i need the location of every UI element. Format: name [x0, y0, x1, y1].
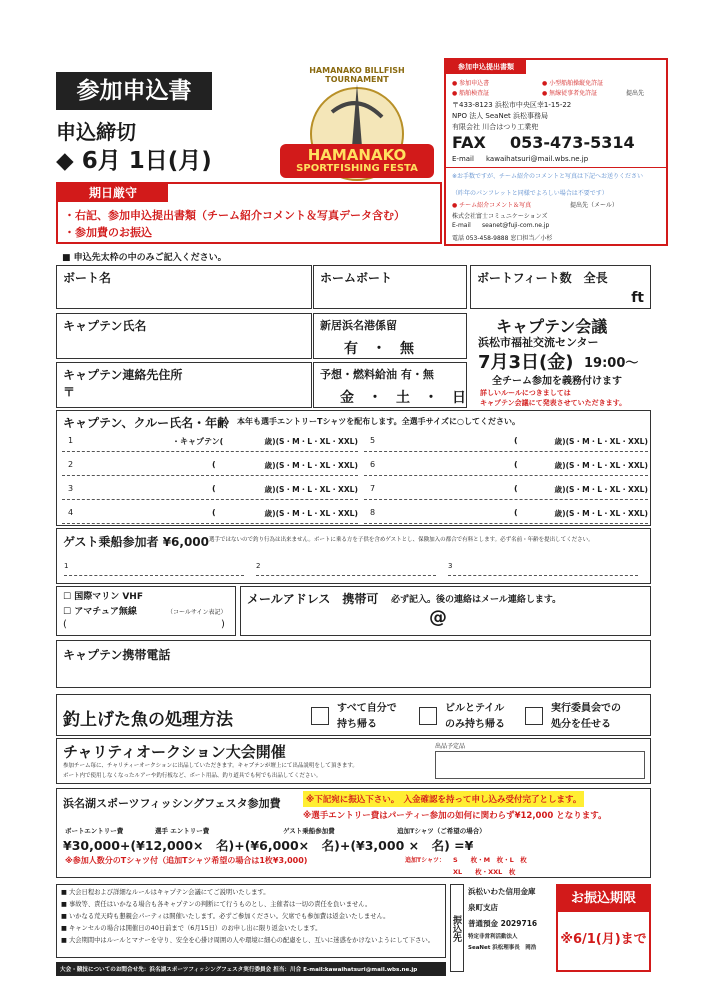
mooring-label: 新居浜名港係留 — [320, 319, 397, 332]
footer-notes — [56, 884, 446, 958]
charity-item-label: 出品予定品 — [435, 743, 466, 750]
bank-line-4: 特定非営利活動法人 — [468, 934, 518, 940]
guest-num-2: 2 — [256, 562, 261, 570]
charity-note-1: 参加チーム毎に、チャリティーオークションに出品していただきます。キャプテンが壇上にて出品説明をして頂きます。 — [63, 763, 358, 769]
radio-section — [56, 586, 236, 636]
company-email: seanet@fuji-com.ne.jp — [482, 222, 550, 229]
meeting-time: 19:00～ — [584, 356, 639, 371]
footer-note-3: ■ いかなる荒天時も懇親会パーティは開催いたします。必ずご参加ください。欠席でも参加費は返金いたしません。 — [61, 913, 390, 920]
crew-name-prefix: ・キャプテン( — [172, 437, 224, 446]
fee-formula: ¥30,000+(¥12,000× 名)+(¥6,000× 名)+(¥3,000 × 名) =¥ — [63, 838, 474, 853]
fish-section — [56, 694, 651, 736]
radio-amateur-note: （コールサイン表記） — [167, 609, 227, 616]
submit-item-4: ● 無線従事者免許証 — [542, 90, 598, 97]
meeting-title: キャプテン会議 — [496, 317, 608, 336]
boat-feet-label: ボートフィート数 全長 — [477, 271, 608, 285]
charity-section — [56, 738, 651, 784]
crew-name-prefix: ( — [514, 436, 518, 445]
crew-num: 6 — [370, 460, 376, 469]
strict-label: 期日厳守 — [58, 184, 168, 202]
email-field[interactable] — [240, 586, 651, 636]
submit-item-1: ● 参加申込書 — [452, 80, 490, 87]
guest-input-1[interactable] — [64, 575, 244, 576]
logo-arc-text: HAMANAKO BILLFISH TOURNAMENT — [309, 66, 405, 84]
email-address: kawaihatsuri@mail.wbs.ne.jp — [486, 155, 589, 163]
fuel-label: 予想・燃料給油 有・無 — [320, 368, 434, 381]
company-email-label: E-mail — [452, 222, 471, 229]
bank-line-2: 泉町支店 — [468, 903, 498, 912]
crew-row-6[interactable] — [364, 458, 648, 476]
submit-address: 〒433-8123 浜松市中央区幸1-15-22 — [452, 101, 572, 109]
crew-size-options[interactable]: 歳)(S・M・L・XL・XXL) — [554, 485, 648, 494]
form-title-box: 参加申込書 — [56, 72, 212, 110]
fee-red-1: ※下記宛に振込下さい。 入金確認を持って申し込み受付完了とします。 — [303, 791, 584, 807]
mooring-field[interactable] — [313, 313, 467, 359]
fuel-options: 金 ・ 土 ・ 日 — [340, 390, 466, 406]
crew-row-5[interactable] — [364, 434, 648, 452]
footer-note-4: ■ キャンセルの場合は開催日の40日前まで（6月15日）のお申し出に限り返金いたします。 — [61, 925, 322, 932]
crew-size-options[interactable]: 歳)(S・M・L・XL・XXL) — [264, 509, 358, 518]
crew-size-options[interactable]: 歳)(S・M・L・XL・XXL) — [554, 437, 648, 446]
fee-tshirt-2: XL 枚・XXL 枚 — [453, 868, 516, 876]
guest-num-1: 1 — [64, 562, 69, 570]
submit-item-2: ● 小型船舶操縦免許証 — [542, 80, 604, 87]
fee-head-1: ボートエントリー費 — [65, 827, 124, 835]
deadline-date: ◆ 6月 1日(月) — [56, 148, 212, 174]
event-logo — [272, 62, 442, 182]
boat-feet-field[interactable] — [470, 265, 651, 309]
payment-deadline-date: ※6/1(月)まで — [560, 932, 647, 947]
deadline-label: 申込締切 — [56, 120, 136, 144]
team-comment-dest: 提出先（メール） — [570, 202, 618, 209]
charity-title: チャリティオークション大会開催 — [63, 743, 286, 761]
at-symbol: @ — [429, 607, 447, 628]
meeting-note: 全チーム参加を義務付けます — [492, 376, 622, 387]
footer-contact: 大会・競技についてのお問合せ先：浜名湖スポーツフィッシングフェスタ実行委員会 担当：川合 E-mail:kawaihatsuri@mail.wbs.ne.jp — [56, 962, 446, 976]
crew-num: 8 — [370, 508, 376, 517]
team-comment-label: ● チーム紹介コメント＆写真 — [452, 202, 532, 209]
captain-meeting — [470, 314, 651, 410]
radio-paren-left: ( — [63, 619, 67, 630]
email-label: E-mail — [452, 155, 474, 163]
bank-line-1: 浜松いわた信用金庫 — [468, 887, 536, 896]
crew-num: 3 — [68, 484, 74, 493]
guest-input-2[interactable] — [256, 575, 436, 576]
footer-note-2: ■ 事故等、責任はいかなる場合も各キャプテンの判断にて行うものとし、主催者は一切の責任を負いません。 — [61, 901, 372, 908]
fee-head-2: 選手 エントリー費 — [155, 827, 210, 835]
strict-box — [56, 182, 442, 244]
crew-num: 1 — [68, 436, 74, 445]
boat-name-label: ボート名 — [63, 271, 112, 285]
fee-title: 浜名湖スポーツフィッシングフェスタ参加費 — [63, 797, 281, 810]
submit-docs-title: 参加申込提出書類 — [446, 60, 526, 74]
crew-row-3[interactable] — [62, 482, 358, 500]
crew-row-4[interactable] — [62, 506, 358, 524]
submit-org2: 有限会社 川合はつり工業兜 — [452, 123, 539, 131]
logo-name2: SPORTFISHING FESTA — [296, 163, 418, 174]
fish-opt3b: 処分を任せる — [551, 719, 611, 730]
fish-opt1a: すべて自分で — [337, 703, 397, 714]
meeting-date: 7月3日(金) — [478, 352, 574, 373]
ft-label: ft — [631, 290, 644, 306]
bank-info — [468, 884, 552, 954]
crew-row-1[interactable] — [62, 434, 358, 452]
crew-note: 本年も選手エントリーTシャツを配布します。全選手サイズに○してください。 — [237, 417, 520, 426]
crew-size-options[interactable]: 歳)(S・M・L・XL・XXL) — [264, 461, 358, 470]
meeting-place: 浜松市福祉交流センター — [478, 336, 599, 349]
fee-tshirt-label: 追加Tシャツ： — [405, 857, 445, 864]
payment-deadline-box — [556, 884, 651, 972]
fax-label: FAX — [452, 133, 486, 152]
team-note-1: ※お手数ですが、チーム紹介のコメントと写真は下記へお送りください — [452, 173, 644, 180]
fee-tshirt-1: S 枚・M 枚・L 枚 — [453, 856, 527, 864]
email-field-label: メールアドレス 携帯可 — [247, 592, 379, 606]
bank-line-3: 普通預金 2029716 — [468, 919, 538, 928]
captain-name-label: キャプテン氏名 — [63, 319, 147, 333]
footer-note-5: ■ 大会期間中はルールとマナーを守り、安全を心掛け周囲の人や環境に細心の配慮をし、互いに迷惑をかけないようにして下さい。 — [61, 937, 435, 944]
fee-head-4: 追加Tシャツ（ご希望の場合） — [397, 827, 486, 835]
submit-item-3: ● 船舶検査証 — [452, 90, 490, 97]
fish-checkbox-3[interactable] — [525, 707, 543, 725]
payment-deadline-title: お振込期限 — [558, 886, 649, 912]
captain-phone-label: キャプテン携帯電話 — [63, 648, 171, 662]
fee-red-2: ※選手エントリー費はパーティー参加の如何に関わらず¥12,000 となります。 — [303, 811, 607, 821]
submit-org1: NPO 法人 SeaNet 浜松事務局 — [452, 112, 548, 120]
captain-phone-field[interactable] — [56, 640, 651, 688]
crew-name-prefix: ( — [514, 484, 518, 493]
captain-address-label: キャプテン連絡先住所 — [63, 368, 183, 382]
fee-head-3: ゲスト乗船参加費 — [283, 827, 335, 835]
bank-label: 振込先 — [450, 884, 464, 972]
bank-line-5: SeaNet 浜松理事長 岡浩 — [468, 945, 537, 951]
footer-note-1: ■ 大会日程および詳細なルールはキャプテン会議にてご説明いたします。 — [61, 889, 270, 896]
crew-num: 2 — [68, 460, 74, 469]
guest-input-3[interactable] — [448, 575, 638, 576]
home-port-field[interactable] — [313, 265, 467, 309]
fee-section — [56, 788, 651, 878]
boat-name-field[interactable] — [56, 265, 312, 309]
crew-title: キャプテン、クルー氏名・年齢 — [63, 416, 230, 430]
fuel-field[interactable] — [313, 362, 467, 408]
crew-num: 7 — [370, 484, 376, 493]
crew-row-7[interactable] — [364, 482, 648, 500]
fish-opt2b: のみ持ち帰る — [445, 719, 505, 730]
crew-name-prefix: ( — [212, 460, 216, 469]
fax-number: 053-473-5314 — [510, 133, 635, 152]
crew-name-prefix: ( — [514, 460, 518, 469]
postal-mark: 〒 — [63, 385, 76, 399]
fish-checkbox-1[interactable] — [311, 707, 329, 725]
crew-name-prefix: ( — [212, 484, 216, 493]
team-note-2: （昨年のパンフレットと同様でよろしい場合は不要です） — [452, 190, 608, 197]
meeting-red-1: 詳しいルールにつきましては — [480, 389, 571, 397]
crew-row-8[interactable] — [364, 506, 648, 524]
email-field-note: 必ず記入。後の連絡はメール連絡します。 — [391, 595, 562, 605]
crew-size-options[interactable]: 歳)(S・M・L・XL・XXL) — [264, 437, 358, 446]
fish-opt2a: ビルとテイル — [445, 703, 505, 714]
submit-dest-label: 提出先 — [626, 90, 645, 97]
crew-row-2[interactable] — [62, 458, 358, 476]
crew-size-options[interactable]: 歳)(S・M・L・XL・XXL) — [554, 461, 648, 470]
crew-num: 5 — [370, 436, 376, 445]
crew-size-options[interactable]: 歳)(S・M・L・XL・XXL) — [554, 509, 648, 518]
fish-opt1b: 持ち帰る — [337, 719, 377, 730]
strict-item-2: ・参加費のお振込 — [64, 226, 152, 239]
guest-note: 選手ではないので釣り行為は出来ません。ボートに乗る方を子供を含めゲストとし、保険加入の都合で有料とします。必ず名前・年齢を提出してください。 — [209, 537, 594, 543]
submit-docs-box — [444, 58, 668, 246]
crew-num: 4 — [68, 508, 74, 517]
guest-title: ゲスト乗船参加者 ¥6,000 — [63, 535, 210, 549]
crew-name-prefix: ( — [514, 508, 518, 517]
strict-item-1: ・右記、参加申込提出書類（チーム紹介コメント＆写真データ含む） — [64, 209, 405, 222]
crew-size-options[interactable]: 歳)(S・M・L・XL・XXL) — [264, 485, 358, 494]
meeting-red-2: キャプテン会議にて発表させていただきます。 — [480, 399, 627, 407]
fill-note: ■ 申込先太枠の中のみご記入ください。 — [62, 253, 227, 263]
charity-item-input[interactable] — [435, 751, 645, 779]
radio-paren-right: ) — [221, 619, 225, 630]
radio-vhf[interactable]: ☐ 国際マリン VHF — [63, 592, 143, 602]
radio-amateur[interactable]: ☐ アマチュア無線 — [63, 607, 137, 617]
fish-checkbox-2[interactable] — [419, 707, 437, 725]
guest-num-3: 3 — [448, 562, 453, 570]
fish-opt3a: 実行委員会での — [551, 703, 621, 714]
mooring-options: 有 ・ 無 — [344, 341, 414, 357]
charity-note-2: ボート内で使用しなくなったルアーや釣行板など、ボート用品、釣り道具でも何でも出品してください。 — [63, 773, 322, 779]
logo-name1: HAMANAKO — [307, 146, 407, 164]
company-tel: 電話 053-458-9888 窓口担当／小杉 — [452, 235, 553, 242]
fish-title: 釣上げた魚の処理方法 — [63, 710, 233, 730]
captain-name-field[interactable] — [56, 313, 312, 359]
home-port-label: ホームボート — [320, 271, 393, 285]
company-name: 株式会社富士コミュニケーションズ — [452, 213, 548, 220]
fee-red-3: ※参加人数分のTシャツ付（追加Tシャツ希望の場合は1枚¥3,000) — [65, 856, 308, 865]
captain-address-field[interactable] — [56, 362, 312, 408]
crew-name-prefix: ( — [212, 508, 216, 517]
